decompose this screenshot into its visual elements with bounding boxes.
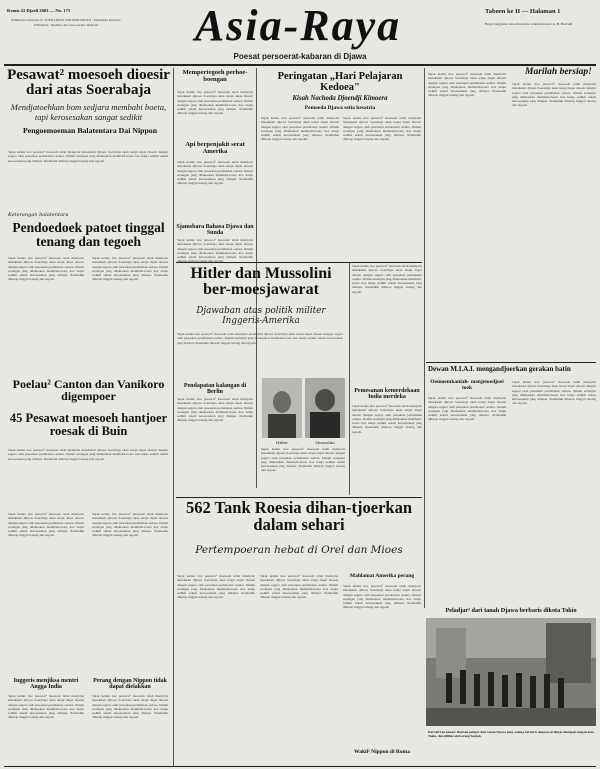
- col5-photo-caption: Dari kiri ke kanan: Barisan pelajar dari tanah Djawa jang sedang berbaris dengan tertibnja ditengah-tengah kota Tokio, dan dilihat oleh orang banjak.: [428, 730, 594, 739]
- center-body6b: Sejak ketika itoe pesawat² moesoeh telah mentjoba mendekati djiroes Soerabaja akan tetapi dapat dioesir dengan segera oleh pasoekan pertahanan oedara. Dalam serangan jang dilakoekan membabi-boeta itoe hanja sedikit sekali kerosesakan jang didapat. Penduduk diharap tinggal tenang dan tegoeh.: [260, 574, 338, 600]
- center-banner-sub: Kisah Nachoda Djoendji Kimoera: [292, 95, 388, 102]
- col1-headline3: Poelau² Canton dan Vanikoro digempoer: [12, 377, 165, 404]
- col1-sub5: Inggeris menjiksa mentri Angga India: [13, 678, 79, 691]
- col1-subhead1b: Pengoemoeman Balatentara Dai Nippon: [22, 126, 158, 135]
- center-rule-1: [176, 262, 422, 263]
- masthead-date: Kemis 22 Djoeli 2603 — No. 171: [7, 8, 71, 13]
- photo-mussolini: [305, 378, 345, 438]
- col5-rule: [426, 362, 596, 363]
- center-banner-sub2: Pemoeda Djawa setia kesatria: [304, 105, 376, 111]
- col1-body2a: Sejak ketika itoe pesawat² moesoeh telah mentjoba mendekati djiroes Soerabaja akan tetapi dapat dioesir dengan segera oleh pasoekan pertahanan oedara. Dalam serangan jang dilakoekan membabi-boeta itoe hanja sedikit sekali kerosesakan jang didapat. Penduduk diharap tinggal tenang dan tegoeh.: [8, 256, 84, 282]
- photo-label-hitler: Hitler: [276, 440, 288, 445]
- col5-body2: Sejak ketika itoe pesawat² moesoeh telah mentjoba mendekati djiroes Soerabaja akan tetapi dapat dioesir dengan segera oleh pasoekan pertahanan oedara. Dalam serangan jang dilakoekan membabi-boeta itoe hanja sedikit sekali kerosesakan jang didapat. Penduduk diharap tinggal tenang dan tegoeh.: [512, 82, 596, 108]
- col5-body3b: Sejak ketika itoe pesawat² moesoeh telah mentjoba mendekati djiroes Soerabaja akan tetapi dapat dioesir dengan segera oleh pasoekan pertahanan oedara. Dalam serangan jang dilakoekan membabi-boeta itoe hanja sedikit sekali kerosesakan jang didapat. Penduduk diharap tinggal tenang dan tegoeh.: [512, 380, 596, 406]
- center-body6c: Sejak ketika itoe pesawat² moesoeh telah mentjoba mendekati djiroes Soerabaja akan tetapi dapat dioesir dengan segera oleh pasoekan pertahanan oedara. Dalam serangan jang dilakoekan membabi-boeta itoe hanja sedikit sekali kerosesakan jang didapat. Penduduk diharap tinggal tenang dan tegoeh.: [343, 584, 421, 610]
- mussolini-portrait-icon: [305, 378, 345, 438]
- col2-head1: Mempertegoeh perhoe-boengan: [182, 69, 248, 83]
- col5-head-dewan: Dewan M.I.A.I. mengandjoerkan gerakan batin: [428, 365, 571, 373]
- col5-body3a: Sejak ketika itoe pesawat² moesoeh telah mentjoba mendekati djiroes Soerabaja akan tetapi dapat dioesir dengan segera oleh pasoekan pertahanan oedara. Dalam serangan jang dilakoekan membabi-boeta itoe hanja sedikit sekali kerosesakan jang didapat. Penduduk diharap tinggal tenang dan tegoeh.: [428, 396, 506, 422]
- col2-body4: Sejak ketika itoe pesawat² moesoeh telah mentjoba mendekati djiroes Soerabaja akan tetapi dapat dioesir dengan segera oleh pasoekan pertahanan oedara. Dalam serangan jang dilakoekan membabi-boeta itoe hanja sedikit sekali kerosesakan jang didapat. Penduduk diharap tinggal tenang dan tegoeh.: [177, 397, 253, 423]
- masthead-year: Taboen ke II — Halaman 1: [485, 8, 561, 15]
- col5-body1: Sejak ketika itoe pesawat² moesoeh telah mentjoba mendekati djiroes Soerabaja akan tetapi dapat dioesir dengan segera oleh pasoekan pertahanan oedara. Dalam serangan jang dilakoekan membabi-boeta itoe hanja sedikit sekali kerosesakan jang didapat. Penduduk diharap tinggal tenang dan tegoeh.: [428, 72, 506, 98]
- photo-students-tokio: [426, 618, 596, 726]
- col2-head4: Sjamsbara Bahasa Djawa dan Sunda: [176, 224, 254, 237]
- col1-sub6: Perang dengan Nippon tidak dapat dielakkan: [93, 678, 167, 691]
- masthead-right-info: Harga langganan dan advertentie: Administratoer A. H. HAZAR: [485, 22, 573, 26]
- col1-body4a: Sejak ketika itoe pesawat² moesoeh telah mentjoba mendekati djiroes Soerabaja akan tetapi dapat dioesir dengan segera oleh pasoekan pertahanan oedara. Dalam serangan jang dilakoekan membabi-boeta itoe hanja sedikit sekali kerosesakan jang didapat. Penduduk diharap tinggal tenang dan tegoeh.: [8, 512, 84, 538]
- col2-body1: Sejak ketika itoe pesawat² moesoeh telah mentjoba mendekati djiroes Soerabaja akan tetapi dapat dioesir dengan segera oleh pasoekan pertahanan oedara. Dalam serangan jang dilakoekan membabi-boeta itoe hanja sedikit sekali kerosesakan jang didapat. Penduduk diharap tinggal tenang dan tegoeh.: [177, 90, 253, 116]
- center-big-headline: Hitler dan Mussolini ber-moesjawarat: [190, 265, 332, 299]
- divider-c4: [424, 68, 425, 608]
- col2-head3: Api berpenjakit serat Amerika: [185, 141, 245, 155]
- center-big-sub: Djawaban atas politik militer Inggeris-Amerika: [196, 306, 326, 326]
- center-body5: Sejak ketika itoe pesawat² moesoeh telah mentjoba mendekati djiroes Soerabaja akan tetapi dapat dioesir dengan segera oleh pasoekan pertahanan oedara. Dalam serangan jang dilakoekan membabi-boeta itoe hanja sedikit sekali kerosesakan jang didapat. Penduduk diharap tinggal tenang dan tegoeh.: [352, 404, 422, 434]
- col5-photo-caption-head: Peladjar² dari tanah Djawa berbaris dikota Tokio: [445, 607, 577, 614]
- center-head-pemesanan: Pemesanan kemerdekaan India merdeka: [354, 388, 420, 401]
- col1-subhead1: Mendjatoehkan bom sedjara membabi boeta, tapi kerosesakan sangat sedikit: [10, 102, 167, 122]
- center-body2: Sejak ketika itoe pesawat² moesoeh telah mentjoba mendekati djiroes Soerabaja akan tetapi dapat dioesir dengan segera oleh pasoekan pertahanan oedara. Dalam serangan jang dilakoekan membabi-boeta itoe hanja sedikit sekali kerosesakan jang didapat. Penduduk diharap tinggal tenang dan tegoeh.: [177, 332, 343, 345]
- col1-body3: Sejak ketika itoe pesawat² moesoeh telah mentjoba mendekati djiroes Soerabaja akan tetapi dapat dioesir dengan segera oleh pasoekan pertahanan oedara. Dalam serangan jang dilakoekan membabi-boeta itoe hanja sedikit sekali kerosesakan jang didapat. Penduduk diharap tinggal tenang dan tegoeh.: [8, 448, 168, 461]
- divider-c3: [349, 263, 350, 495]
- col1-headline1: Pesawat² moesoeh dioesir dari atas Soerabaja: [7, 67, 170, 99]
- masthead-title: Asia-Raya: [194, 1, 402, 50]
- center-col-sub: Mahlamat Amerika perang: [349, 573, 415, 579]
- col1-body2b: Sejak ketika itoe pesawat² moesoeh telah mentjoba mendekati djiroes Soerabaja akan tetapi dapat dioesir dengan segera oleh pasoekan pertahanan oedara. Dalam serangan jang dilakoekan membabi-boeta itoe hanja sedikit sekali kerosesakan jang didapat. Penduduk diharap tinggal tenang dan tegoeh.: [92, 256, 168, 282]
- col2-body2: Sejak ketika itoe pesawat² moesoeh telah mentjoba mendekati djiroes Soerabaja akan tetapi dapat dioesir dengan segera oleh pasoekan pertahanan oedara. Dalam serangan jang dilakoekan membabi-boeta itoe hanja sedikit sekali kerosesakan jang didapat. Penduduk diharap tinggal tenang dan tegoeh.: [177, 160, 253, 186]
- photo-label-mussolini: Mussolini: [315, 440, 335, 445]
- col1-label2: Keterangan balatentara: [8, 212, 69, 218]
- col5-title: Marilah bersiap!: [525, 67, 592, 77]
- col1-body1: Sejak ketika itoe pesawat² moesoeh telah mentjoba mendekati djiroes Soerabaja akan tetapi dapat dioesir dengan segera oleh pasoekan pertahanan oedara. Dalam serangan jang dilakoekan membabi-boeta itoe hanja sedikit sekali kerosesakan jang didapat. Penduduk diharap tinggal tenang dan tegoeh.: [8, 150, 168, 163]
- tank-sub: Pertempoeran hebat di Orel dan Mioes: [195, 544, 403, 556]
- masthead-subtitle: Poesat persoerat-kabaran di Djawa: [233, 52, 367, 61]
- col1-body6: Sejak ketika itoe pesawat² moesoeh telah mentjoba mendekati djiroes Soerabaja akan tetapi dapat dioesir dengan segera oleh pasoekan pertahanan oedara. Dalam serangan jang dilakoekan membabi-boeta itoe hanja sedikit sekali kerosesakan jang didapat. Penduduk diharap tinggal tenang dan tegoeh.: [92, 694, 168, 720]
- center-body3: Sejak ketika itoe pesawat² moesoeh telah mentjoba mendekati djiroes Soerabaja akan tetapi dapat dioesir dengan segera oleh pasoekan pertahanan oedara. Dalam serangan jang dilakoekan membabi-boeta itoe hanja sedikit sekali kerosesakan jang didapat. Penduduk diharap tinggal tenang dan tegoeh.: [261, 447, 345, 473]
- col1-body4b: Sejak ketika itoe pesawat² moesoeh telah mentjoba mendekati djiroes Soerabaja akan tetapi dapat dioesir dengan segera oleh pasoekan pertahanan oedara. Dalam serangan jang dilakoekan membabi-boeta itoe hanja sedikit sekali kerosesakan jang didapat. Penduduk diharap tinggal tenang dan tegoeh.: [92, 512, 168, 538]
- divider-c1: [173, 68, 174, 766]
- marching-students-icon: [426, 618, 596, 726]
- center-body4: Sejak ketika itoe pesawat² moesoeh telah mentjoba mendekati djiroes Soerabaja akan tetapi dapat dioesir dengan segera oleh pasoekan pertahanan oedara. Dalam serangan jang dilakoekan membabi-boeta itoe hanja sedikit sekali kerosesakan jang didapat. Penduduk diharap tinggal tenang dan tegoeh.: [352, 264, 422, 294]
- masthead-rule: [4, 64, 596, 66]
- col2-body3: Sejak ketika itoe pesawat² moesoeh telah mentjoba mendekati djiroes Soerabaja akan tetapi dapat dioesir dengan segera oleh pasoekan pertahanan oedara. Dalam serangan jang dilakoekan membabi-boeta itoe hanja sedikit sekali kerosesakan jang didapat. Penduduk: [177, 238, 253, 260]
- center-body1b: Sejak ketika itoe pesawat² moesoeh telah mentjoba mendekati djiroes Soerabaja akan tetapi dapat dioesir dengan segera oleh pasoekan pertahanan oedara. Dalam serangan jang dilakoekan membabi-boeta itoe hanja sedikit sekali kerosesakan jang didapat. Penduduk diharap tinggal tenang dan tegoeh.: [343, 116, 421, 142]
- hitler-portrait-icon: [262, 378, 302, 438]
- tank-headline: 562 Tank Roesia dihan-tjoerkan dalam sehari: [185, 498, 412, 534]
- photo-hitler: [262, 378, 302, 438]
- col5-sub-dewan: Oemoemkanlah- menjetoedjoei toek: [430, 379, 504, 391]
- col1-body5: Sejak ketika itoe pesawat² moesoeh telah mentjoba mendekati djiroes Soerabaja akan tetapi dapat dioesir dengan segera oleh pasoekan pertahanan oedara. Dalam serangan jang dilakoekan membabi-boeta itoe hanja sedikit sekali kerosesakan jang didapat. Penduduk diharap tinggal tenang dan tegoeh.: [8, 694, 84, 720]
- center-body1a: Sejak ketika itoe pesawat² moesoeh telah mentjoba mendekati djiroes Soerabaja akan tetapi dapat dioesir dengan segera oleh pasoekan pertahanan oedara. Dalam serangan jang dilakoekan membabi-boeta itoe hanja sedikit sekali kerosesakan jang didapat. Penduduk diharap tinggal tenang dan tegoeh.: [261, 116, 339, 142]
- center-body6a: Sejak ketika itoe pesawat² moesoeh telah mentjoba mendekati djiroes Soerabaja akan tetapi dapat dioesir dengan segera oleh pasoekan pertahanan oedara. Dalam serangan jang dilakoekan membabi-boeta itoe hanja sedikit sekali kerosesakan jang didapat. Penduduk diharap tinggal tenang dan tegoeh.: [177, 574, 255, 600]
- masthead-left-info: Pemimpin Oemoem: R. SOEKARDJO WIRJOPRANOTO · Pemimpin Redaksi: WIDJASA · Redaksi dan Tata-oesaha: Djakarta: [11, 18, 121, 27]
- col2-head5: Pendapatan kalangan di Berlin: [183, 383, 247, 396]
- center-wakil: Wakil² Nippon di Roma: [354, 749, 410, 755]
- bottom-rule: [4, 766, 596, 767]
- col1-headline2: Pendoedoek patoet tinggal tenang dan tegoeh: [12, 220, 165, 249]
- center-banner: Peringatan „Hari Pelajaran Kedoea": [277, 71, 403, 93]
- col1-headline4: 45 Pesawat moesoeh hantjoer roesak di Buin: [9, 411, 168, 438]
